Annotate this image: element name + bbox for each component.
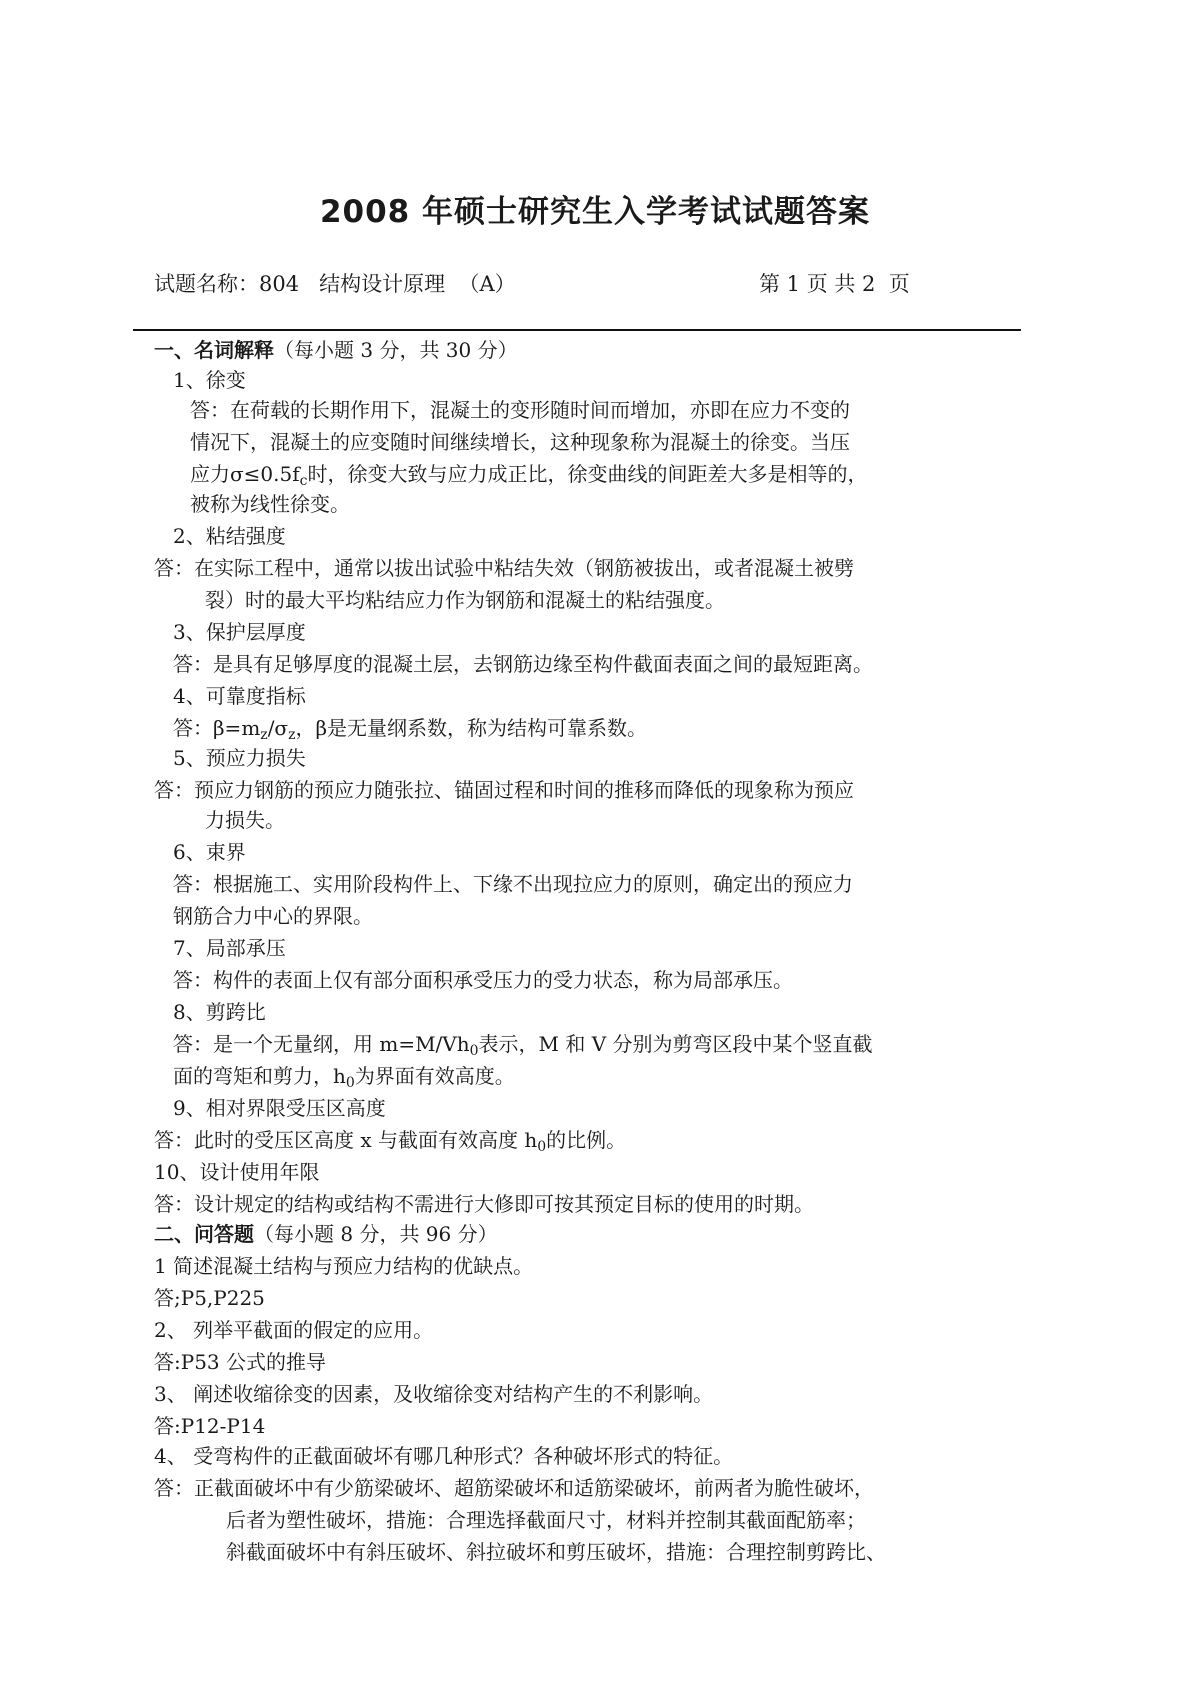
- answer-line: [190, 459, 867, 489]
- answer-line: 答:P53 公式的推导: [154, 1350, 327, 1374]
- answer-line: 裂）时的最大平均粘结应力作为钢筋和混凝土的粘结强度。: [205, 588, 725, 612]
- answer-line: 力损失。: [205, 808, 285, 832]
- section-note: （每小题 3 分，共 30 分）: [274, 338, 518, 362]
- section-title: 一、名词解释: [154, 338, 274, 362]
- section-note: （每小题 8 分，共 96 分）: [254, 1222, 498, 1246]
- question-line: 3、 阐述收缩徐变的因素，及收缩徐变对结构产生的不利影响。: [154, 1382, 714, 1406]
- term-label: 6、束界: [173, 840, 246, 864]
- term-label: 1、徐变: [173, 368, 246, 392]
- subscript: 0: [469, 1043, 479, 1059]
- text-run: 表示，M 和 V 分别为剪弯区段中某个竖直截: [478, 1032, 873, 1056]
- answer-line: 答：预应力钢筋的预应力随张拉、锚固过程和时间的推移而降低的现象称为预应: [154, 778, 854, 802]
- subscript: 0: [345, 1075, 355, 1091]
- answer-line: 答：设计规定的结构或结构不需进行大修即可按其预定目标的使用的时期。: [154, 1192, 814, 1216]
- term-label: 2、粘结强度: [173, 524, 286, 548]
- answer-line: 答：构件的表面上仅有部分面积承受压力的受力状态，称为局部承压。: [173, 968, 793, 992]
- answer-line: 答：根据施工、实用阶段构件上、下缘不出现拉应力的原则，确定出的预应力: [173, 872, 853, 896]
- question-line: 2、 列举平截面的假定的应用。: [154, 1318, 434, 1342]
- answer-line: 答：是具有足够厚度的混凝土层，去钢筋边缘至构件截面表面之间的最短距离。: [173, 652, 873, 676]
- subscript: z: [260, 727, 268, 743]
- text-run: 应力σ≤0.5f: [190, 462, 300, 486]
- subscript: z: [288, 727, 296, 743]
- question-line: 4、 受弯构件的正截面破坏有哪几种形式？各种破坏形式的特征。: [154, 1444, 734, 1468]
- term-label: 3、保护层厚度: [173, 620, 306, 644]
- term-label: 7、局部承压: [173, 936, 286, 960]
- header-divider: [133, 329, 1021, 331]
- text-run: 面的弯矩和剪力，h: [173, 1064, 346, 1088]
- answer-line: 答：正截面破坏中有少筋梁破坏、超筋梁破坏和适筋梁破坏，前两者为脆性破坏，: [154, 1476, 874, 1500]
- answer-line: [173, 1061, 515, 1091]
- section-heading: [154, 335, 518, 365]
- answer-line: 答:P12-P14: [154, 1414, 266, 1438]
- document-title: 2008 年硕士研究生入学考试试题答案: [319, 194, 871, 230]
- term-label: 10、设计使用年限: [154, 1160, 320, 1184]
- section-title: 二、问答题: [154, 1222, 254, 1246]
- text-run: 答：是一个无量纲，用 m=M/Vh: [173, 1032, 470, 1056]
- text-run: ，β是无量纲系数，称为结构可靠系数。: [295, 716, 648, 740]
- page-info: 第 1 页 共 2 页: [759, 272, 910, 296]
- section-heading: [154, 1219, 498, 1249]
- answer-line: [173, 713, 647, 743]
- question-line: 1 简述混凝土结构与预应力结构的优缺点。: [154, 1254, 534, 1278]
- term-label: 5、预应力损失: [173, 746, 306, 770]
- answer-line: 情况下，混凝土的应变随时间继续增长，这种现象称为混凝土的徐变。当压: [190, 430, 850, 454]
- term-label: 4、可靠度指标: [173, 684, 306, 708]
- text-run: 答：此时的受压区高度 x 与截面有效高度 h: [154, 1128, 538, 1152]
- answer-line: 答;P5,P225: [154, 1286, 265, 1310]
- text-run: 时，徐变大致与应力成正比，徐变曲线的间距差大多是相等的，: [307, 462, 868, 486]
- answer-line: [173, 1029, 873, 1059]
- answer-line: 答：在实际工程中，通常以拔出试验中粘结失效（钢筋被拔出，或者混凝土被劈: [154, 556, 854, 580]
- term-label: 8、剪跨比: [173, 1000, 266, 1024]
- answer-line: 被称为线性徐变。: [190, 492, 350, 516]
- answer-line: 斜截面破坏中有斜压破坏、斜拉破坏和剪压破坏，措施：合理控制剪跨比、: [226, 1540, 886, 1564]
- subscript: 0: [537, 1139, 547, 1155]
- answer-line: 后者为塑性破坏，措施：合理选择截面尺寸，材料并控制其截面配筋率；: [226, 1508, 866, 1532]
- subscript: c: [299, 473, 308, 489]
- text-run: /σ: [267, 716, 289, 740]
- text-run: 答：β=m: [173, 716, 261, 740]
- text-run: 的比例。: [546, 1128, 627, 1152]
- exam-subject: 试题名称：804 结构设计原理 （A）: [154, 272, 516, 296]
- answer-line: 钢筋合力中心的界限。: [173, 904, 373, 928]
- answer-line: [154, 1125, 626, 1155]
- answer-line: 答：在荷载的长期作用下，混凝土的变形随时间而增加，亦即在应力不变的: [190, 398, 850, 422]
- text-run: 为界面有效高度。: [354, 1064, 515, 1088]
- term-label: 9、相对界限受压区高度: [173, 1096, 386, 1120]
